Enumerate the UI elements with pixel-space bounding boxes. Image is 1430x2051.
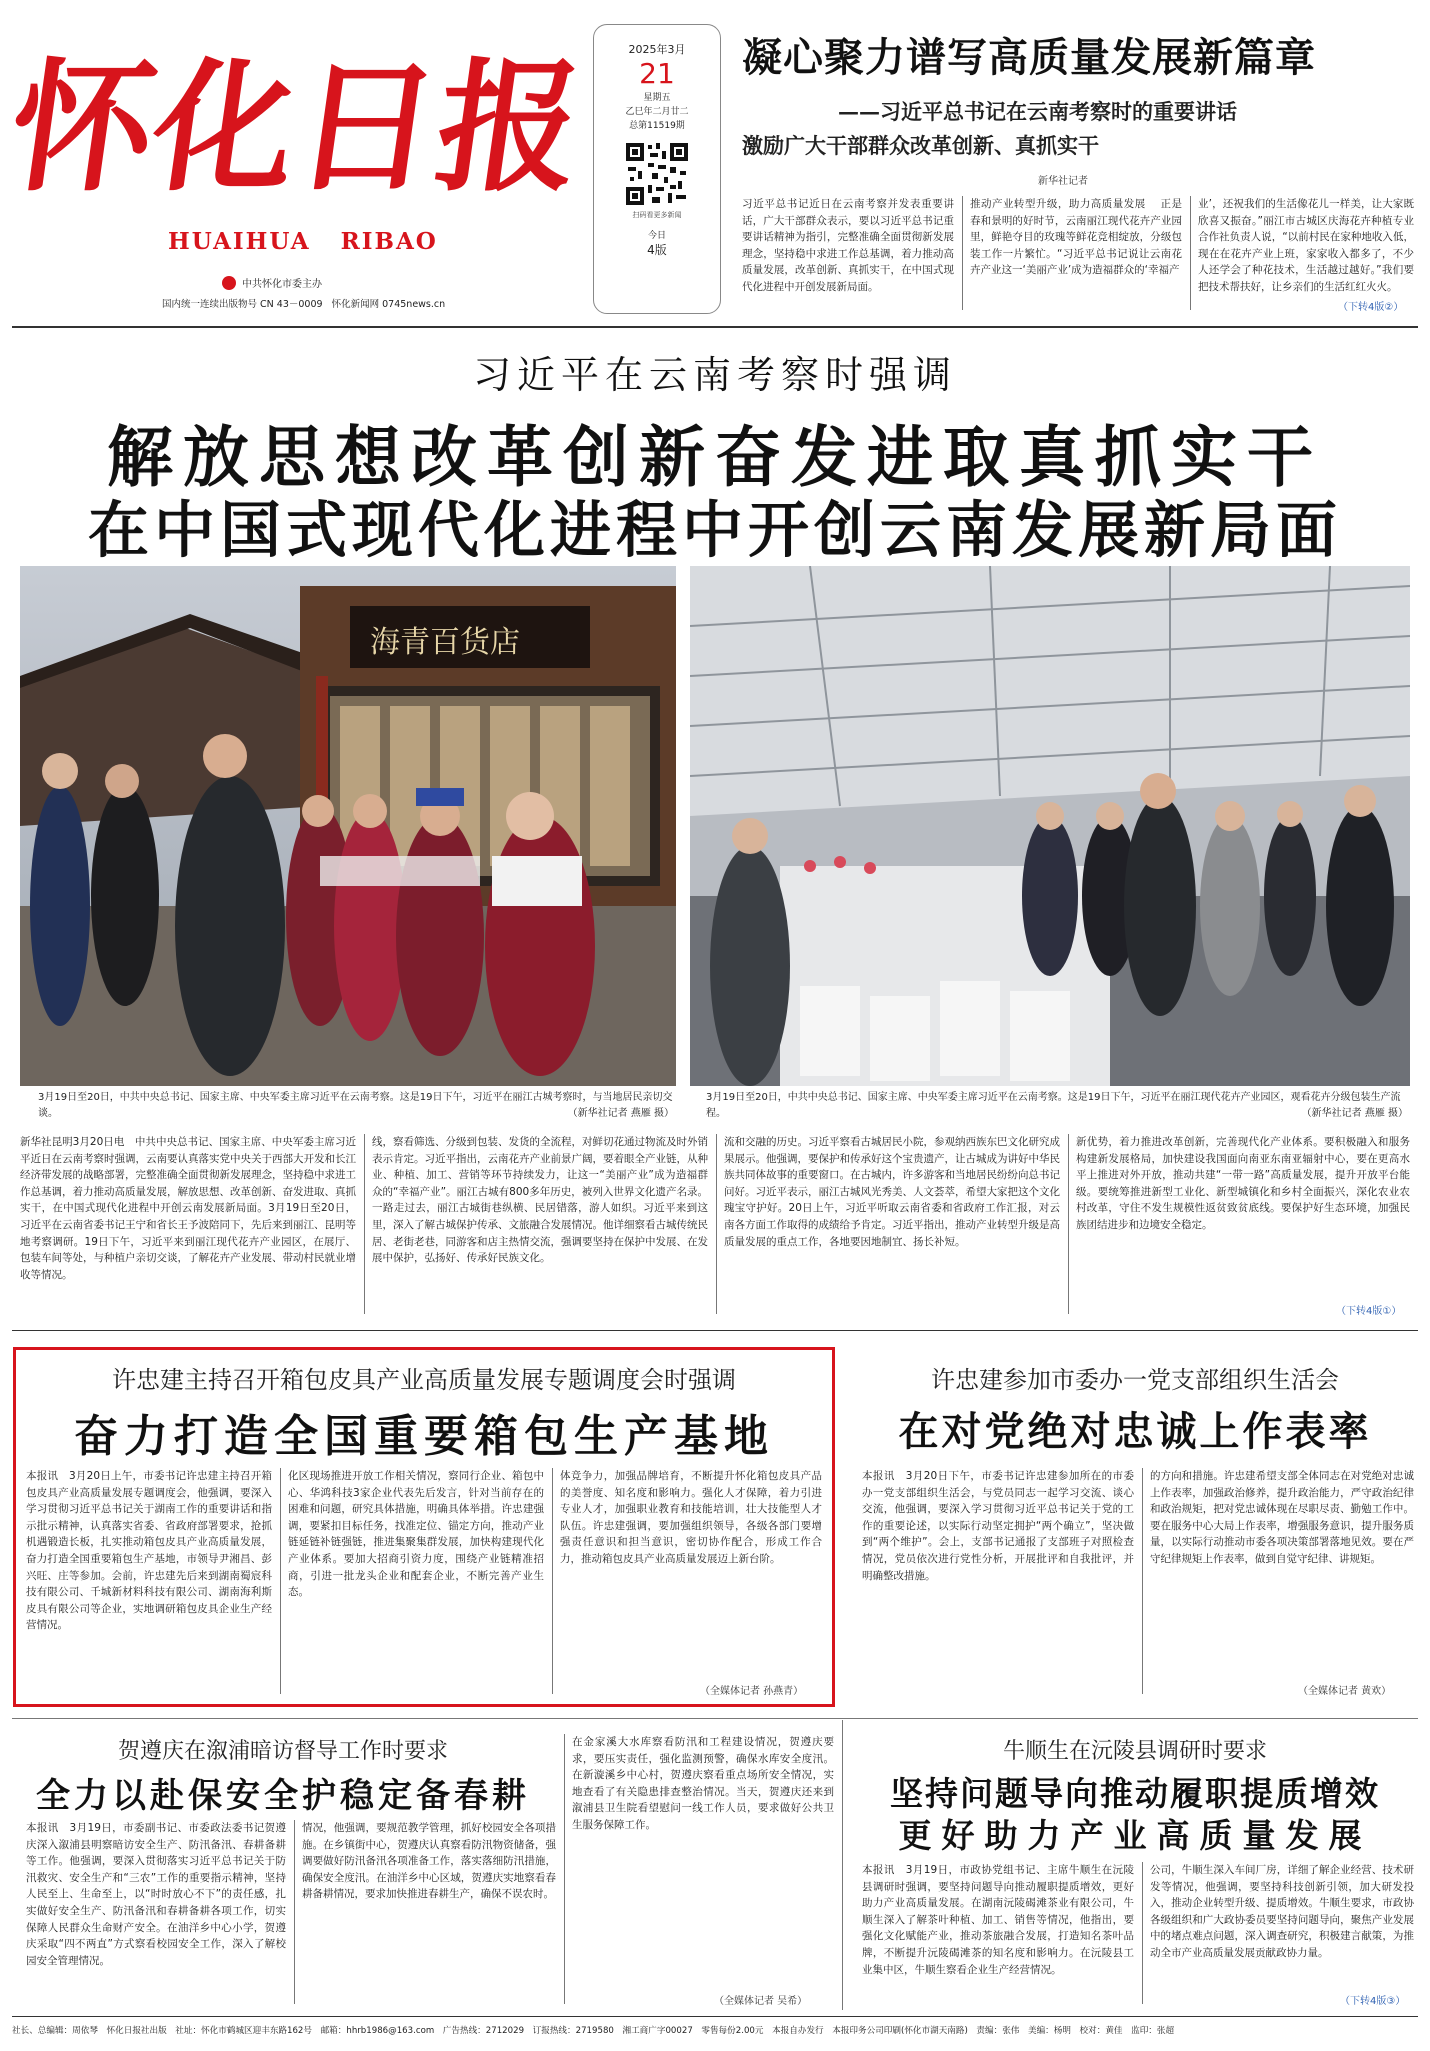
publisher: 中共怀化市委主办 <box>242 279 322 290</box>
column-divider <box>1068 1134 1069 1314</box>
vertical-divider <box>842 1720 843 2010</box>
main-headline-1[interactable]: 解放思想改革创新奋发进取真抓实干 <box>107 419 1323 496</box>
niu-kicker: 牛顺生在沅陵县调研时要求 <box>1002 1739 1267 1764</box>
masthead-char: 怀 <box>0 45 166 211</box>
column-divider <box>962 196 963 310</box>
top-story-author: 新华社记者 <box>1038 176 1088 187</box>
main-col-4: 新优势，着力推进改革创新，完善现代化产业体系。要积极融入和服务构建新发展格局，加快建设我国面向南亚东南亚辐射中心，要在更高水平上推进对外开放，推动共建“一带一路”高质量发展，提升开放平台能级。要统筹推进新型工业化、新型城镇化和乡村全面振兴，深化农业农村改革，守住不发生规模性返贫致贫底线。要保护好生态环境，加强民族团结进步和边境安全稳定。 <box>1076 1136 1410 1231</box>
he-col-3: 在金家溪大水库察看防汛和工程建设情况，贺遵庆要求，要压实责任，强化监测预警，确保水库安全度汛。在新漩溪乡中心村，贺遵庆察看重点场所安全情况，实地查看了有关隐患排查整治情况。当天，贺遵庆还来到溆浦县卫生院看望慰问一线工作人员，要求做好公共卫生服务保障工作。 <box>572 1736 834 1831</box>
caption-right-credit: （新华社记者 燕雁 摄） <box>1301 1108 1408 1119</box>
column-divider <box>1142 1468 1143 1694</box>
he-credit: （全媒体记者 吴希） <box>714 1996 808 2007</box>
top-story-col-1: 习近平总书记近日在云南考察并发表重要讲话，广大干部群众表示，要以习近平总书记重要讲话精神为指引，完整准确全面贯彻新发展理念，坚持稳中求进工作总基调，着力推动高质量发展，改革创新、真抓实干，在中国式现代化进程中开创发展新局面。 <box>742 198 954 293</box>
caption-left-credit: （新华社记者 燕雁 摄） <box>567 1108 674 1119</box>
niu-headline-1[interactable]: 坚持问题导向推动履职提质增效 <box>890 1774 1380 1813</box>
pages-label: 今日 <box>647 231 666 241</box>
shop-sign-text: 海青百货店 <box>370 625 520 660</box>
xu2-col-1: 本报讯 3月20日下午，市委书记许忠建参加所在的市委办一党支部组织生活会，与党员同志一起学习交流、谈心交流，他强调，要深入学习贯彻习近平总书记关于党的工作的重要论述，以实际行动坚定拥护“两个确立”，坚决做到“两个维护”。会上，支部书记通报了支部班子对照检查情况，党员依次进行党性分析，开展批评和自我批评，并明确整改措施。 <box>862 1470 1134 1582</box>
main-kicker: 习近平在云南考察时强调 <box>472 353 957 397</box>
top-story-col-2: 推动产业转型升级，助力高质量发展 正是春和景明的好时节，云南丽江现代花卉产业园里，鲜艳夺目的玫瑰等鲜花竞相绽放，分级包装工作一片繁忙。“习近平总书记说让云南花卉产业这一‘美丽产业’成为造福群众的‘幸福产 <box>970 198 1182 277</box>
he-headline[interactable]: 全力以赴保安全护稳定备春耕 <box>36 1776 530 1816</box>
publisher-line <box>222 275 322 290</box>
niu-col-2: 公司，牛顺生深入车间厂房，详细了解企业经营、技术研发等情况，他强调，要坚持科技创新引领，加大研发投入，推动企业转型升级、提质增效。牛顺生要求，市政协各级组织和广大政协委员要坚持问题导向，聚焦产业发展中的堵点难点问题，深入调查研究，积极建言献策，为推动全市产业高质量发展贡献政协力量。 <box>1150 1864 1414 1959</box>
caption-left-text: 3月19日至20日，中共中央总书记、国家主席、中央军委主席习近平在云南考察。这是19日下午，习近平在丽江古城考察时，与当地居民亲切交谈。 <box>38 1092 673 1119</box>
caption-left <box>38 1090 674 1124</box>
xu2-credit: （全媒体记者 黄欢） <box>1298 1686 1392 1697</box>
column-divider <box>294 1820 295 2004</box>
main-story-continue[interactable]: （下转4版①） <box>1336 1306 1402 1317</box>
footer-info: 社长、总编辑：周依琴 怀化日报社出版 社址：怀化市鹤城区迎丰东路162号 邮箱：hhrb1986@163.com 广告热线：2712029 订报热线：2719580 湘工商广字00027 零售每份2.00元 本报自办发行 本报印务公司印刷(怀化市湖天南路) 责编：张伟 美编：杨明 校对：黄佳 监印：张超 <box>12 2026 1175 2036</box>
he-kicker: 贺遵庆在溆浦暗访督导工作时要求 <box>117 1739 448 1764</box>
xu1-col-2: 化区现场推进开放工作相关情况，察同行企业、箱包中心、华鸿科技3家企业代表先后发言，针对当前存在的困难和问题，研究具体措施，明确具体举措。许忠建强调，要紧扣目标任务，找准定位、锚定方向，推动产业链延链补链强链，推进集聚集群发展，加快构建现代化产业体系。要加大招商引资力度，围绕产业链精准招商，引进一批龙头企业和配套企业，不断完善产业生态。 <box>288 1470 544 1599</box>
main-col-2: 线，察看筛选、分级到包装、发货的全流程，对鲜切花通过物流及时外销表示肯定。习近平指出，云南花卉产业前景广阔，要着眼全产业链，从种业、种植、加工、营销等环节持续发力，让这一“美丽产业”成为造福群众的“幸福产业”。丽江古城有800多年历史，被列入世界文化遗产名录。一路走过去，丽江古城街巷纵横、民居错落，游人如织。习近平来到这里，深入了解古城保护传承、文旅融合发展情况。他详细察看古城传统民居、老街老巷，同游客和店主热情交流，强调要坚持在保护中发展、在发展中保护，弘扬好、传承好民族文化。 <box>372 1136 708 1265</box>
column-divider <box>1190 196 1191 310</box>
masthead-pinyin: HUAIHUA RIBAO <box>168 228 438 255</box>
niu-col-1: 本报讯 3月19日，市政协党组书记、主席牛顺生在沅陵县调研时强调，要坚持问题导向推动履职提质增效，更好助力产业高质量发展。在湖南沅陵碣滩茶业有限公司，牛顺生深入了解茶叶种植、加工、销售等情况，他指出，要强化文化赋能产业，推动茶旅融合发展，打造知名茶叶品牌，不断提升沅陵碣滩茶的知名度和影响力。在沅陵县工业集中区，牛顺生察看企业生产经营情况。 <box>862 1864 1134 1976</box>
niu-headline-2[interactable]: 更好助力产业高质量发展 <box>898 1816 1372 1855</box>
qr-code[interactable] <box>624 141 690 207</box>
lunar-date: 乙巳年二月廿二 <box>625 107 689 117</box>
photo-lijiang-old-town[interactable] <box>20 566 676 1086</box>
top-story-subtitle-1: ——习近平总书记在云南考察时的重要讲话 <box>838 99 1237 124</box>
xu1-col-3: 体竞争力，加强品牌培育，不断提升怀化箱包皮具产品的美誉度、知名度和影响力。强化人才保障，着力引进专业人才，加强职业教育和技能培训，壮大技能型人才队伍。许忠建强调，要加强组织领导，各级各部门要增强责任意识和担当意识，密切协作配合，形成工作合力，推动箱包皮具产业高质量发展迈上新台阶。 <box>560 1470 822 1565</box>
top-story-subtitle-2: 激励广大干部群众改革创新、真抓实干 <box>742 133 1099 158</box>
niu-continue[interactable]: （下转4版③） <box>1340 1996 1406 2007</box>
masthead <box>0 0 1430 325</box>
caption-right-text: 3月19日至20日，中共中央总书记、国家主席、中央军委主席习近平在云南考察。这是19日下午，习近平在丽江现代花卉产业园区，观看花卉分级包装生产流程。 <box>706 1092 1401 1119</box>
main-col-3: 流和交融的历史。习近平察看古城居民小院，参观纳西族东巴文化研究成果展示。他强调，要保护和传承好这个宝贵遗产，让古城成为讲好中华民族共同体故事的重要窗口。在古城内，许多游客和当地居民纷纷向总书记问好。习近平表示，丽江古城风光秀美、人文荟萃，希望大家把这个文化瑰宝守护好。20日上午，习近平听取云南省委和省政府工作汇报，对云南各方面工作取得的成绩给予肯定。习近平指出，推动产业转型升级是高质量发展的重点工作，各地要因地制宜、扬长补短。 <box>724 1136 1060 1248</box>
main-headline-2[interactable]: 在中国式现代化进程中开创云南发展新局面 <box>87 495 1342 566</box>
main-col-1: 新华社昆明3月20日电 中共中央总书记、国家主席、中央军委主席习近平近日在云南考察时强调，云南要认真落实党中央关于西部大开发和长江经济带发展的战略部署，完整准确全面贯彻新发展理念，坚持稳中求进工作总基调，着力推动高质量发展，解放思想、改革创新、奋发进取、真抓实干，在中国式现代化进程中开创云南发展新局面。3月19日至20日，习近平在云南省委书记王宁和省长王予波陪同下，先后来到丽江、昆明等地考察调研。19日下午，习近平来到丽江现代花卉产业园区，在展厅、包装车间等处，与种植户亲切交谈，了解花卉产业发展、带动村民就业增收等情况。 <box>20 1136 356 1281</box>
xu1-headline[interactable]: 奋力打造全国重要箱包生产基地 <box>74 1411 774 1462</box>
he-col-1: 本报讯 3月19日，市委副书记、市委政法委书记贺遵庆深入溆浦县明察暗访安全生产、防汛备汛、春耕备耕等工作。他强调，要深入贯彻落实习近平总书记关于防汛救灾、安全生产和“三农”工作的重要指示精神，坚持人民至上、生命至上，以“时时放心不下”的责任感，扎实做好安全生产、防汛备汛和春耕备耕各项工作，切实保障人民群众生命财产安全。在油洋乡中心小学，贺遵庆采取“四不两直”方式察看校园安全工作，深入了解校园安全管理情况。 <box>26 1822 286 1967</box>
date-day: 21 <box>639 57 675 90</box>
column-divider <box>716 1134 717 1314</box>
top-story-title[interactable]: 凝心聚力谱写高质量发展新篇章 <box>742 35 1316 81</box>
xu2-col-2: 的方向和措施。许忠建希望支部全体同志在对党绝对忠诚上作表率，加强政治修养，提升政治能力，严守政治纪律和政治规矩，把对党忠诚体现在尽职尽责、勤勉工作中。要在服务中心大局上作表率，增强服务意识，提升服务质量，以实际行动推动市委各项决策部署落地见效。要在严守纪律规矩上作表率，做到自觉守纪律、讲规矩。 <box>1150 1470 1414 1565</box>
he-col-2: 情况，他强调，要规范教学管理，抓好校园安全各项措施。在乡镇街中心，贺遵庆认真察看防汛物资储备，强调要做好防汛备汛各项准备工作，落实落细防汛措施，确保安全度汛。在油洋乡中心区域，贺遵庆实地察看春耕备耕情况，要求加快推进春耕生产，确保不误农时。 <box>302 1822 556 1901</box>
column-divider <box>552 1468 553 1694</box>
date-box <box>593 24 721 314</box>
masthead-char: 报 <box>426 45 592 211</box>
issue-number: 总第11519期 <box>629 121 685 131</box>
xu1-kicker: 许忠建主持召开箱包皮具产业高质量发展专题调度会时强调 <box>112 1366 736 1394</box>
photo-flower-industrial-park[interactable] <box>690 566 1410 1086</box>
xu2-headline[interactable]: 在对党绝对忠诚上作表率 <box>898 1409 1372 1455</box>
xu1-credit: （全媒体记者 孙燕青） <box>700 1686 804 1697</box>
xu1-col-1: 本报讯 3月20日上午，市委书记许忠建主持召开箱包皮具产业高质量发展专题调度会，他强调，要深入学习贯彻习近平总书记关于湖南工作的重要讲话和指示批示精神，认真落实省委、省政府部署要求，抢抓机遇锻造长板，扎实推动箱包皮具产业高质量发展，奋力打造全国重要箱包生产基地，市领导尹湘昌、彭兴旺、庄等参加。会前，许忠建先后来到湖南蜀宸科技有限公司、千城新材料科技有限公司、湖南海利斯皮具有限公司等企业，实地调研箱包皮具企业生产经营情况。 <box>26 1470 272 1632</box>
masthead-divider <box>12 326 1418 328</box>
masthead-char: 日 <box>284 45 450 211</box>
pages-count: 4版 <box>647 243 667 257</box>
registration: 国内统一连续出版物号 CN 43－0009 怀化新闻网 0745news.cn <box>162 299 446 310</box>
caption-right <box>706 1090 1408 1124</box>
masthead-char: 化 <box>142 45 308 211</box>
masthead-title <box>0 38 592 218</box>
column-divider <box>364 1134 365 1314</box>
qr-note: 扫码看更多新闻 <box>632 211 682 219</box>
section-divider <box>12 1330 1418 1331</box>
section-divider <box>12 1718 1418 1719</box>
top-story-col-3: 业’，还祝我们的生活像花儿一样美，让大家既欣喜又振奋。”丽江市古城区庆海花卉种植专业合作社负责人说，“以前村民在家种地收入低，现在在花卉产业上班，家家收入都多了，不少人还学会了种花技术，生活越过越好。”我们要把技术帮扶好，让乡亲们的生活红红火火。 <box>1198 198 1414 293</box>
footer-divider <box>12 2016 1418 2017</box>
top-story-continue[interactable]: （下转4版②） <box>1338 302 1404 313</box>
column-divider <box>1142 1862 1143 2004</box>
column-divider <box>280 1468 281 1694</box>
party-emblem-icon <box>222 276 236 290</box>
column-divider <box>564 1734 565 2004</box>
xu2-kicker: 许忠建参加市委办一党支部组织生活会 <box>931 1366 1339 1394</box>
date-year-month: 2025年3月 <box>628 43 686 56</box>
weekday: 星期五 <box>643 93 671 103</box>
